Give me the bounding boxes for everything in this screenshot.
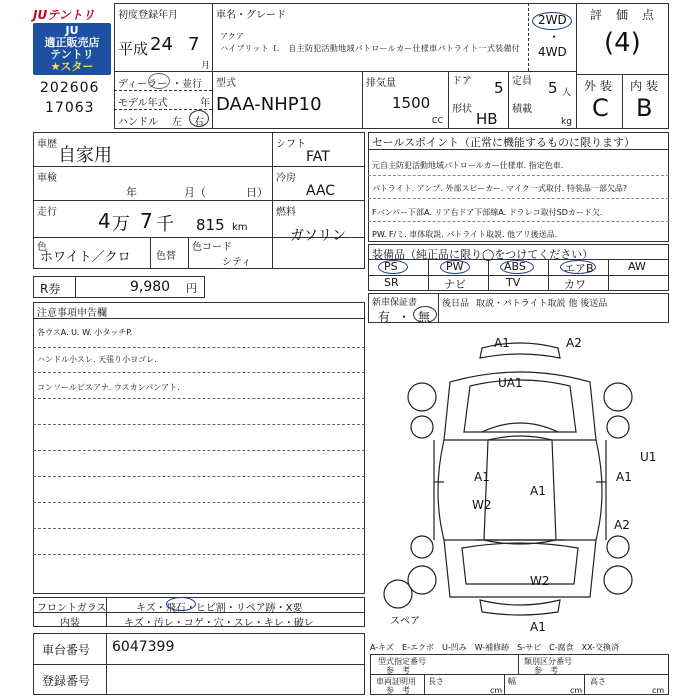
- later-value: 取説・パトライト取説 他 後送品: [476, 299, 608, 309]
- capacity-label: 定員: [512, 76, 532, 87]
- sales-point-3: Fバンパー下部A. リア右ドア下部線A. ドラレコ取付SDカード欠.: [372, 208, 603, 217]
- color-code-label: 色コード: [192, 242, 232, 253]
- registration-label: 登録番号: [42, 674, 91, 688]
- model-year-label: モデル年式: [118, 98, 168, 109]
- mark-rear-w2: W2: [530, 574, 550, 588]
- mark-right-a1: A1: [616, 470, 632, 484]
- reg-era: 平成: [118, 40, 149, 58]
- model-grade: ハイブリット Ｌ 自主防犯活動地域パトロールカー仕様車パトライト一式装備付: [220, 44, 521, 53]
- equip-sr: SR: [384, 276, 399, 289]
- damage-legend: A-キズ E-エクボ U-凹み W-補修跡 S-サビ C-腐食 XX-交換済: [370, 643, 620, 652]
- sales-point-2: パトライト. アンプ. 外部スピーカー. マイク一式取付. 特装品一部欠品?: [372, 184, 628, 193]
- badge-line4: ★スター: [50, 60, 94, 73]
- star-badge: [33, 23, 111, 75]
- aircon-label: 冷房: [276, 173, 296, 184]
- equip-aw: AW: [628, 260, 646, 273]
- class-no-ref: 参 考: [534, 666, 558, 675]
- length-label: 長さ: [428, 677, 444, 686]
- inspection-day-unit: 日）: [246, 186, 268, 199]
- equip-pw: PW: [446, 260, 464, 273]
- interior-items: キズ・汚レ・コゲ・穴・スレ・キレ・破レ: [124, 618, 314, 629]
- shift-value: FAT: [306, 149, 330, 165]
- note-line-1: 各ウスA. U. W. 小タッチP.: [37, 328, 133, 337]
- mark-u1: U1: [640, 450, 657, 464]
- mark-center-a1: A1: [530, 484, 546, 498]
- warranty-no: 無: [418, 310, 431, 324]
- displacement-unit: CC: [432, 116, 444, 125]
- chip-circle: [166, 597, 196, 611]
- mileage-rest: 815: [196, 216, 225, 234]
- stock-number-1: 202606: [40, 80, 100, 96]
- mark-w2: W2: [472, 498, 492, 512]
- later-label: 後日品: [442, 299, 470, 309]
- chassis-label: 車台番号: [42, 643, 91, 657]
- load-unit: kg: [561, 117, 572, 127]
- fuel-value: ガソリン: [290, 228, 346, 244]
- type-label: 型式: [216, 78, 236, 89]
- mark-ua1: UA1: [498, 376, 523, 390]
- note-line-2: ハンドル小スレ. 天張り小ヨゴレ.: [37, 355, 157, 364]
- mileage-sen-unit: 千: [156, 214, 174, 235]
- doors-label: ドア: [452, 76, 472, 87]
- mileage-man: 4: [98, 209, 111, 233]
- displacement-value: 1500: [392, 94, 431, 112]
- cert-label: 車両証明用: [376, 677, 416, 686]
- ext-grade: C: [592, 94, 609, 122]
- score-value: (4): [604, 28, 641, 58]
- sales-point-1: 元自主防犯活動地域パトロールカー仕様車. 指定色車.: [372, 161, 564, 170]
- interior-label: 内装: [60, 618, 80, 629]
- history-label: 車歴: [37, 139, 57, 150]
- stock-number-2: 17063: [45, 100, 95, 116]
- capacity-unit: 人: [562, 88, 572, 98]
- class-no-label: 類別区分番号: [524, 657, 572, 666]
- shape-label: 形状: [452, 104, 472, 115]
- reg-month: 7: [188, 34, 200, 55]
- note-line-3: コンソールビスアナ. ウスカンパンアト.: [37, 383, 180, 392]
- reg-year: 24: [150, 34, 173, 55]
- notes-box: [33, 302, 365, 594]
- mileage-man-unit: 万: [112, 214, 130, 235]
- drive-2wd: 2WD: [538, 13, 567, 27]
- logo-block: [33, 3, 111, 76]
- sales-points-title: セールスポイント（正常に機能するものに限ります）: [372, 136, 636, 149]
- height-unit: cm: [652, 686, 665, 695]
- equip-airbag: エアB: [564, 262, 594, 275]
- score-label: 評 価 点: [590, 8, 656, 22]
- recycle-unit: 円: [186, 282, 197, 295]
- shape-value: HB: [476, 110, 498, 128]
- int-label: 内 装: [630, 79, 658, 93]
- inspection-year-unit: 年: [126, 186, 137, 199]
- capacity-value: 5: [548, 79, 558, 97]
- sales-point-4: PW. F/ミ. 車体取説. パトライト取説. 他アリ後送品.: [372, 230, 558, 239]
- handle-left: 左: [172, 117, 182, 128]
- type-value: DAA-NHP10: [216, 94, 322, 115]
- length-unit: cm: [490, 686, 503, 695]
- badge-line3: テントリ: [50, 48, 94, 61]
- int-grade: B: [636, 94, 653, 122]
- dealer-sep: ・: [172, 79, 182, 90]
- glass-items: キズ・飛石・ヒビ割・リペア跡・X要: [136, 603, 303, 614]
- mark-right-a2: A2: [614, 518, 630, 532]
- color-label: 色: [37, 242, 47, 253]
- dealer-label: ディーラー: [118, 79, 168, 90]
- equip-abs: ABS: [504, 260, 526, 273]
- inspection-label: 車検: [37, 173, 57, 184]
- notes-title: 注意事項申告欄: [37, 308, 107, 319]
- mark-front-a2: A2: [566, 336, 582, 350]
- height-label: 高さ: [590, 677, 606, 686]
- warranty-label: 新車保証書: [372, 298, 418, 308]
- recycle-label: R券: [40, 282, 61, 296]
- mileage-label: 走行: [37, 207, 57, 218]
- load-label: 積載: [512, 104, 532, 115]
- drive-4wd: 4WD: [538, 45, 567, 59]
- chassis-value: 6047399: [112, 639, 175, 655]
- width-unit: cm: [570, 686, 583, 695]
- history-value: 自家用: [58, 145, 112, 166]
- fuel-label: 燃料: [276, 207, 296, 218]
- spare-label: スペア: [390, 616, 420, 627]
- equip-leather: カワ: [564, 278, 586, 291]
- displacement-label: 排気量: [366, 78, 396, 89]
- ext-label: 外 装: [584, 79, 612, 93]
- color-code-value: シティ: [222, 257, 252, 268]
- mileage-sen: 7: [140, 209, 153, 233]
- handle-label: ハンドル: [118, 117, 158, 128]
- equip-ps: PS: [384, 260, 398, 273]
- type-no-ref: 参 考: [386, 666, 410, 675]
- color-value: ホワイト／クロ: [40, 250, 131, 265]
- handle-right: 右: [194, 117, 204, 128]
- cert-ref: 参 考: [386, 686, 410, 695]
- brand-logo: JUテントリ: [33, 6, 111, 21]
- mileage-unit: km: [232, 222, 248, 233]
- color-change-label: 色替: [156, 251, 176, 262]
- type-no-label: 型式指定番号: [378, 657, 426, 666]
- aircon-value: AAC: [306, 183, 336, 199]
- mark-front-a1: A1: [494, 336, 510, 350]
- reg-date-label: 初度登録年月: [118, 10, 178, 21]
- parallel-label: 並行: [182, 79, 202, 90]
- model-name: アクア: [220, 32, 244, 41]
- recycle-value: 9,980: [130, 279, 171, 295]
- equip-navi: ナビ: [444, 278, 466, 291]
- equip-tv: TV: [506, 276, 521, 289]
- mark-rear-a1: A1: [530, 620, 546, 634]
- width-label: 幅: [508, 677, 516, 686]
- drive-dot: ・: [548, 30, 561, 44]
- doors-value: 5: [494, 79, 504, 97]
- reg-month-unit: 月: [201, 61, 211, 71]
- warranty-dot: ・: [398, 310, 411, 324]
- mark-left-a1: A1: [474, 470, 490, 484]
- shift-label: シフト: [276, 139, 306, 150]
- model-year-unit: 年: [200, 98, 210, 109]
- inspection-month-unit: 月（: [184, 186, 206, 199]
- glass-label: フロントガラス: [37, 603, 107, 614]
- badge-line2: 適正販売店: [44, 36, 100, 49]
- warranty-yes: 有: [378, 310, 391, 324]
- equipment-title: 装備品（純正品に限り◯をつけてください）: [372, 248, 594, 261]
- model-label: 車名・グレード: [216, 10, 286, 21]
- badge-line1: JU: [65, 24, 79, 37]
